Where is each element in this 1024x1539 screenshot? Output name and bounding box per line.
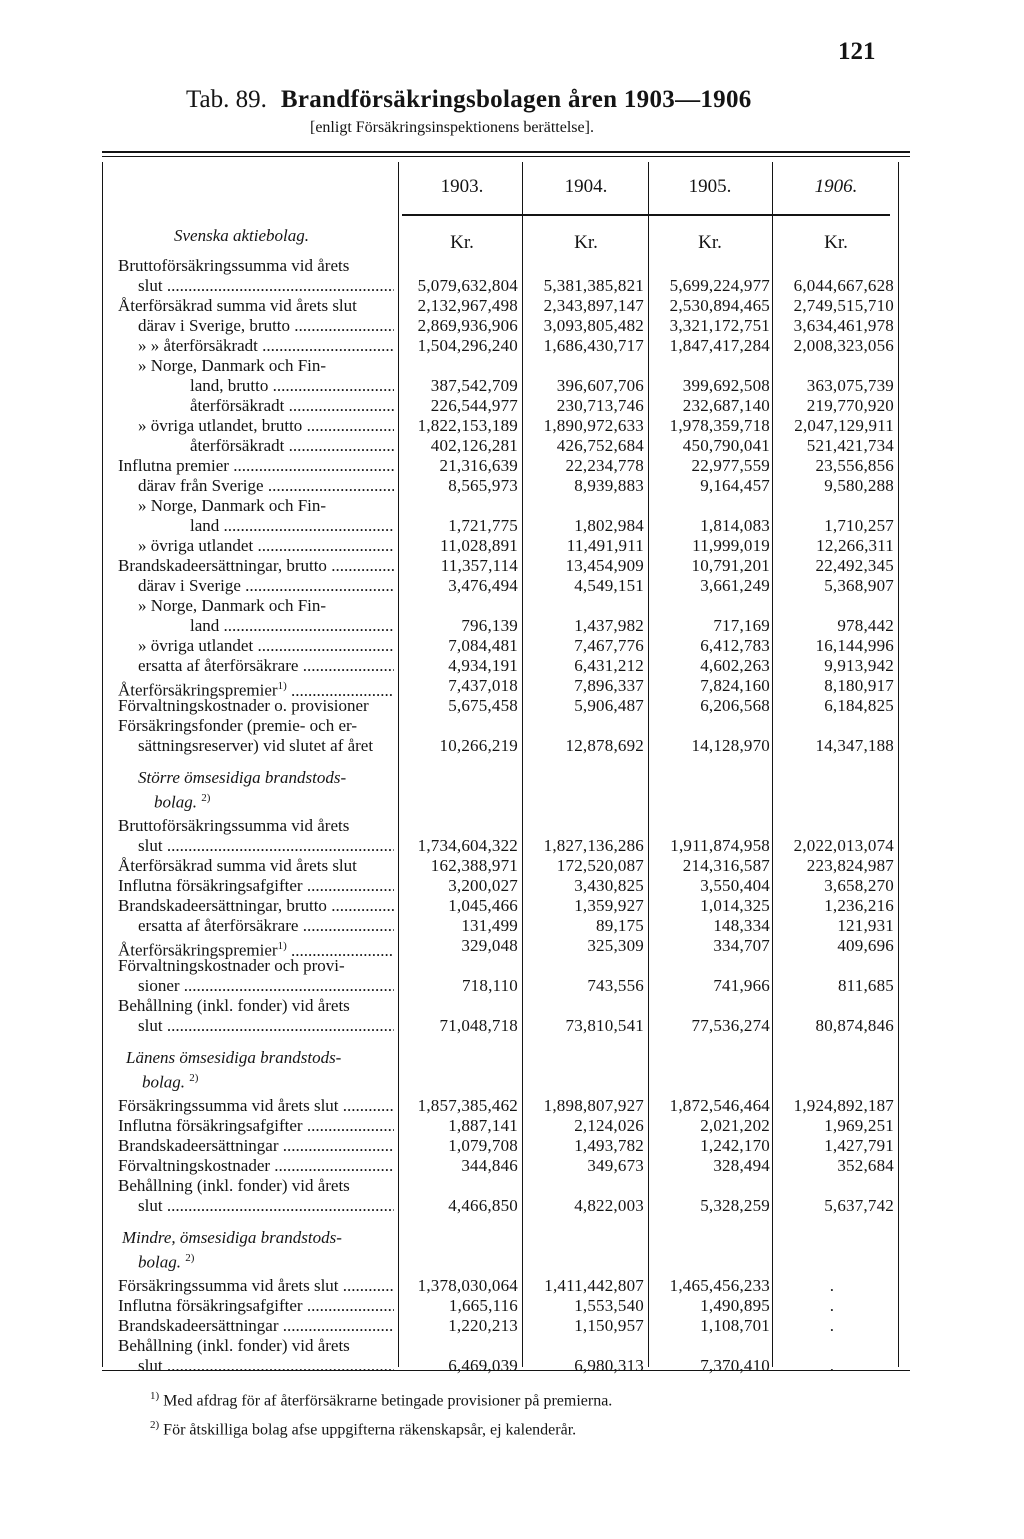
- row-label: [118, 1336, 394, 1356]
- table-cell: 6,980,313: [574, 1356, 644, 1375]
- row-label: [118, 696, 394, 716]
- row-label-text: Bruttoförsäkringssumma vid årets: [118, 816, 350, 835]
- table-cell: 6,431,212: [574, 656, 644, 675]
- table-cell: 1,242,170: [700, 1136, 770, 1155]
- row-label: [118, 1176, 394, 1196]
- table-cell: 226,544,977: [430, 396, 518, 415]
- table-cell: 1,857,385,462: [417, 1096, 518, 1115]
- table-cell: 3,658,270: [824, 876, 894, 895]
- table-cell: 2,530,894,465: [669, 296, 770, 315]
- table-cell: 1,665,116: [448, 1296, 518, 1315]
- footnote-text: Med afdrag för af återförsäkrarne betingade provisioner på premierna.: [163, 1392, 613, 1410]
- table-cell: 71,048,718: [439, 1016, 518, 1035]
- row-label-text: land: [190, 516, 220, 535]
- table-cell: 1,822,153,189: [417, 416, 518, 435]
- section-heading-line: Svenska aktiebolag.: [174, 226, 310, 245]
- row-label-text: Återförsäkrad summa vid årets slut: [118, 296, 357, 315]
- row-label: [118, 1116, 394, 1136]
- row-label: [138, 1196, 394, 1216]
- footnote-mark: 1): [277, 940, 287, 952]
- page-number: 121: [838, 38, 876, 65]
- row-label-text: Behållning (inkl. fonder) vid årets: [118, 1176, 350, 1195]
- page-subtitle: [enligt Försäkringsinspektionens berättelse].: [310, 119, 594, 136]
- table-cell: 5,675,458: [448, 696, 518, 715]
- footnote-mark: 1): [150, 1390, 160, 1402]
- table-cell: 1,359,927: [574, 896, 644, 915]
- table-cell: 223,824,987: [806, 856, 894, 875]
- row-label-text: slut: [138, 1356, 163, 1375]
- table-cell: 1,014,325: [700, 896, 770, 915]
- row-label: [138, 356, 394, 376]
- row-label: [138, 496, 394, 516]
- table-cell: 7,824,160: [700, 676, 770, 695]
- table-cell: 1,108,701: [700, 1316, 770, 1335]
- table-cell: 131,499: [461, 916, 518, 935]
- table-cell: 13,454,909: [565, 556, 644, 575]
- row-label-text: » övriga utlandet: [138, 536, 254, 555]
- table-cell: 12,878,692: [565, 736, 644, 755]
- table-cell: 5,637,742: [824, 1196, 894, 1215]
- footnotes: [150, 1384, 612, 1443]
- table-cell: 334,707: [713, 936, 770, 955]
- table-cell: 232,687,140: [682, 396, 770, 415]
- row-label-text: Brandskadeersättningar, brutto: [118, 896, 327, 915]
- table-cell: 11,357,114: [440, 556, 518, 575]
- row-label-text: därav i Sverige: [138, 576, 241, 595]
- top-rule-thick: [102, 151, 910, 153]
- row-label-text: » Norge, Danmark och Fin-: [138, 496, 327, 515]
- row-label-text: land: [190, 616, 220, 635]
- column-header-year: 1903.: [440, 176, 484, 197]
- row-label-text: Återförsäkringspremier: [118, 680, 278, 700]
- currency-unit: Kr.: [824, 232, 848, 253]
- row-label: [138, 476, 394, 496]
- table-cell: 2,008,323,056: [793, 336, 894, 355]
- row-label-text: Brandskadeersättningar: [118, 1136, 279, 1155]
- table-cell: 6,206,568: [700, 696, 770, 715]
- table-cell: 5,699,224,977: [669, 276, 770, 295]
- row-label: [118, 456, 394, 476]
- table-cell: 717,169: [713, 616, 770, 635]
- table-title: Brandförsäkringsbolagen åren 1903—1906: [280, 86, 752, 113]
- table-cell: 4,602,263: [700, 656, 770, 675]
- table-cell: 5,906,487: [574, 696, 644, 715]
- table-cell: 1,378,030,064: [417, 1276, 518, 1295]
- table-cell: 1,721,775: [448, 516, 518, 535]
- table-cell: 73,810,541: [565, 1016, 644, 1035]
- table-cell: 718,110: [461, 976, 518, 995]
- table-cell: 1,150,957: [574, 1316, 644, 1335]
- table-cell: 2,021,202: [700, 1116, 770, 1135]
- row-label-text: Återförsäkrad summa vid årets slut: [118, 856, 357, 875]
- row-label: [138, 736, 394, 756]
- footnote-mark: 2): [150, 1419, 160, 1432]
- row-label-text: återförsäkradt: [190, 436, 285, 455]
- row-label-text: Behållning (inkl. fonder) vid årets: [118, 1336, 350, 1355]
- table-cell: .: [829, 1296, 835, 1315]
- currency-unit: Kr.: [574, 232, 598, 253]
- table-cell: 6,184,825: [824, 696, 894, 715]
- table-cell: 5,079,632,804: [417, 276, 518, 295]
- table-cell: 6,412,783: [700, 636, 770, 655]
- row-label-text: slut: [138, 1016, 163, 1035]
- table-cell: 1,827,136,286: [543, 836, 644, 855]
- row-label-text: Återförsäkringspremier: [118, 940, 278, 960]
- row-label-text: ersatta af återförsäkrare: [138, 656, 299, 675]
- row-label-text: land, brutto: [190, 376, 269, 395]
- table-cell: 1,045,466: [448, 896, 518, 915]
- table-cell: 1,079,708: [448, 1136, 518, 1155]
- table-cell: 14,347,188: [815, 736, 894, 755]
- row-label-text: Förvaltningskostnader och provi-: [118, 956, 345, 975]
- table-cell: 7,084,481: [448, 636, 518, 655]
- row-label-text: » » återförsäkradt: [138, 336, 258, 355]
- row-label: [138, 336, 394, 356]
- table-cell: 1,924,892,187: [793, 1096, 894, 1115]
- row-label-text: ersatta af återförsäkrare: [138, 916, 299, 935]
- table-cell: 344,846: [461, 1156, 518, 1175]
- row-label-text: Försäkringssumma vid årets slut: [118, 1096, 339, 1115]
- row-label-text: » Norge, Danmark och Fin-: [138, 356, 327, 375]
- row-label-text: Försäkringssumma vid årets slut: [118, 1276, 339, 1295]
- row-label: [190, 376, 394, 396]
- table-cell: 1,898,807,927: [543, 1096, 644, 1115]
- table-cell: 396,607,706: [556, 376, 644, 395]
- table-cell: 3,550,404: [700, 876, 770, 895]
- row-label-text: Brandskadeersättningar: [118, 1316, 279, 1335]
- row-label-text: sioner: [138, 976, 180, 995]
- row-label: [138, 1016, 394, 1036]
- row-label: [118, 1296, 394, 1316]
- row-label-text: slut: [138, 276, 163, 295]
- table-cell: 10,791,201: [691, 556, 770, 575]
- table-cell: 1,411,442,807: [544, 1276, 644, 1295]
- table-cell: 3,430,825: [574, 876, 644, 895]
- column-header-year: 1904.: [564, 176, 608, 197]
- currency-unit: Kr.: [698, 232, 722, 253]
- table-cell: 12,266,311: [816, 536, 894, 555]
- row-label-text: » övriga utlandet: [138, 636, 254, 655]
- row-label: [118, 1096, 394, 1116]
- row-label-text: Influtna försäkringsafgifter: [118, 876, 303, 895]
- table-cell: 6,044,667,628: [793, 276, 894, 295]
- table-cell: 3,634,461,978: [793, 316, 894, 335]
- table-cell: 148,334: [713, 916, 770, 935]
- table-cell: 8,565,973: [448, 476, 518, 495]
- table-cell: 329,048: [461, 936, 518, 955]
- table-cell: 77,536,274: [691, 1016, 770, 1035]
- section-heading-text: bolag.: [154, 792, 197, 812]
- table-cell: 2,749,515,710: [793, 296, 894, 315]
- row-label: [190, 396, 394, 416]
- table-cell: 521,421,734: [806, 436, 894, 455]
- footnote-mark: 2): [189, 1072, 199, 1084]
- table-cell: 325,309: [587, 936, 644, 955]
- row-label: [118, 896, 394, 916]
- row-label: [138, 536, 394, 556]
- table-cell: 2,132,967,498: [417, 296, 518, 315]
- table-cell: 3,661,249: [700, 576, 770, 595]
- column-separator: [772, 162, 773, 1367]
- column-separator: [648, 162, 649, 1367]
- row-label: [118, 876, 394, 896]
- section-heading: [126, 1048, 341, 1093]
- row-label: [190, 616, 394, 636]
- row-label: [138, 976, 394, 996]
- row-label: [190, 516, 394, 536]
- table-cell: 121,931: [837, 916, 894, 935]
- section-heading-text: bolag.: [138, 1252, 181, 1272]
- table-cell: .: [829, 1316, 835, 1335]
- table-cell: 4,822,003: [574, 1196, 644, 1215]
- table-cell: 1,969,251: [824, 1116, 894, 1135]
- row-label: [138, 656, 394, 676]
- table-cell: 349,673: [587, 1156, 644, 1175]
- table-cell: 1,734,604,322: [417, 836, 518, 855]
- table-cell: 5,328,259: [700, 1196, 770, 1215]
- table-cell: 7,370,410: [700, 1356, 770, 1375]
- section-heading-line: [126, 1068, 341, 1093]
- table-cell: 4,466,850: [448, 1196, 518, 1215]
- table-cell: 2,869,936,906: [417, 316, 518, 335]
- table-cell: 409,696: [837, 936, 894, 955]
- row-label: [118, 1136, 394, 1156]
- column-separator: [398, 162, 399, 1367]
- column-separator: [522, 162, 523, 1367]
- section-heading: [174, 226, 309, 246]
- row-label-text: Behållning (inkl. fonder) vid årets: [118, 996, 350, 1015]
- row-label-text: slut: [138, 836, 163, 855]
- table-cell: 1,437,982: [574, 616, 644, 635]
- table-cell: 7,437,018: [448, 676, 518, 695]
- footnote-mark: 1): [277, 680, 287, 692]
- table-cell: 2,343,897,147: [543, 296, 644, 315]
- table-left-border: [102, 162, 103, 1367]
- column-header-year: 1905.: [688, 176, 732, 197]
- table-cell: 10,266,219: [439, 736, 518, 755]
- table-cell: 11,491,911: [566, 536, 644, 555]
- footnote-mark: 2): [185, 1252, 195, 1264]
- table-cell: 1,493,782: [574, 1136, 644, 1155]
- row-label: [118, 256, 394, 276]
- table-cell: 1,220,213: [448, 1316, 518, 1335]
- table-cell: 2,022,013,074: [793, 836, 894, 855]
- header-rule: [402, 214, 890, 216]
- table-cell: 3,476,494: [448, 576, 518, 595]
- table-cell: 11,028,891: [440, 536, 518, 555]
- row-label-text: Influtna försäkringsafgifter: [118, 1296, 303, 1315]
- row-label: [118, 856, 394, 876]
- table-cell: 1,465,456,233: [669, 1276, 770, 1295]
- row-label: [138, 316, 394, 336]
- row-label-text: Brandskadeersättningar, brutto: [118, 556, 327, 575]
- table-cell: .: [829, 1276, 835, 1295]
- table-cell: 9,164,457: [700, 476, 770, 495]
- table-cell: 22,234,778: [565, 456, 644, 475]
- table-cell: 1,887,141: [448, 1116, 518, 1135]
- footnote: [150, 1413, 612, 1442]
- section-heading-line: [122, 1248, 342, 1273]
- table-cell: 3,093,805,482: [543, 316, 644, 335]
- table-cell: 1,553,540: [574, 1296, 644, 1315]
- table-cell: 796,139: [461, 616, 518, 635]
- footnote-mark: 2): [201, 792, 211, 804]
- row-label: [138, 916, 394, 936]
- section-heading: [138, 768, 346, 813]
- page-title: [186, 86, 752, 114]
- table-cell: 1,710,257: [824, 516, 894, 535]
- table-cell: 1,911,874,958: [670, 836, 770, 855]
- section-heading-line: Länens ömsesidiga brandstods-: [126, 1048, 342, 1067]
- table-cell: 978,442: [837, 616, 894, 635]
- table-cell: 363,075,739: [806, 376, 894, 395]
- footnote-text: För åtskilliga bolag afse uppgifterna räkenskapsår, ej kalenderår.: [163, 1421, 577, 1439]
- table-cell: 2,047,129,911: [794, 416, 894, 435]
- table-cell: 80,874,846: [815, 1016, 894, 1035]
- table-cell: 89,175: [596, 916, 644, 935]
- table-cell: 1,490,895: [700, 1296, 770, 1315]
- top-rule-thin: [102, 156, 910, 157]
- row-label: [138, 836, 394, 856]
- table-cell: 3,200,027: [448, 876, 518, 895]
- table-cell: 22,977,559: [691, 456, 770, 475]
- row-label: [138, 636, 394, 656]
- column-header-year: 1906.: [814, 176, 858, 197]
- table-cell: 352,684: [837, 1156, 894, 1175]
- section-heading-text: bolag.: [142, 1072, 185, 1092]
- table-cell: 21,316,639: [439, 456, 518, 475]
- row-label-text: Förvaltningskostnader: [118, 1156, 271, 1175]
- table-cell: 387,542,709: [430, 376, 518, 395]
- table-cell: 399,692,508: [682, 376, 770, 395]
- row-label: [138, 276, 394, 296]
- table-cell: 23,556,856: [815, 456, 894, 475]
- section-heading-line: Större ömsesidiga brandstods-: [138, 768, 347, 787]
- table-cell: 5,381,385,821: [543, 276, 644, 295]
- row-label: [118, 956, 394, 976]
- row-label: [138, 596, 394, 616]
- table-cell: 219,770,920: [806, 396, 894, 415]
- currency-unit: Kr.: [450, 232, 474, 253]
- table-cell: 5,368,907: [824, 576, 894, 595]
- table-cell: 1,236,216: [824, 896, 894, 915]
- table-cell: 11,999,019: [692, 536, 770, 555]
- table-number: Tab. 89.: [186, 86, 267, 113]
- row-label: [118, 1156, 394, 1176]
- row-label: [118, 716, 394, 736]
- row-label-text: därav från Sverige: [138, 476, 264, 495]
- table-cell: 743,556: [587, 976, 644, 995]
- row-label-text: Influtna premier: [118, 456, 229, 475]
- table-cell: .: [829, 1356, 835, 1375]
- table-cell: 16,144,996: [815, 636, 894, 655]
- row-label-text: » Norge, Danmark och Fin-: [138, 596, 327, 615]
- table-cell: 811,685: [837, 976, 894, 995]
- table-cell: 8,939,883: [574, 476, 644, 495]
- table-cell: 8,180,917: [824, 676, 894, 695]
- table-cell: 9,913,942: [824, 656, 894, 675]
- row-label: [138, 1356, 394, 1376]
- row-label: [118, 1316, 394, 1336]
- table-cell: 7,896,337: [574, 676, 644, 695]
- row-label-text: Influtna försäkringsafgifter: [118, 1116, 303, 1135]
- table-cell: 1,847,417,284: [669, 336, 770, 355]
- table-cell: 1,890,972,633: [543, 416, 644, 435]
- section-heading: [122, 1228, 342, 1273]
- row-label: [190, 436, 394, 456]
- table-cell: 14,128,970: [691, 736, 770, 755]
- row-label: [138, 416, 394, 436]
- table-cell: 214,316,587: [682, 856, 770, 875]
- table-cell: 162,388,971: [430, 856, 518, 875]
- table-cell: 230,713,746: [556, 396, 644, 415]
- row-label: [118, 996, 394, 1016]
- table-cell: 3,321,172,751: [669, 316, 770, 335]
- row-label: [118, 1276, 394, 1296]
- row-label-text: Försäkringsfonder (premie- och er-: [118, 716, 357, 735]
- footnote: [150, 1384, 612, 1413]
- table-cell: 1,427,791: [824, 1136, 894, 1155]
- table-cell: 4,549,151: [574, 576, 644, 595]
- table-cell: 1,872,546,464: [669, 1096, 770, 1115]
- row-label-text: slut: [138, 1196, 163, 1215]
- table-cell: 1,504,296,240: [417, 336, 518, 355]
- table-cell: 450,790,041: [682, 436, 770, 455]
- table-cell: 402,126,281: [430, 436, 518, 455]
- table-cell: 4,934,191: [448, 656, 518, 675]
- row-label: [118, 816, 394, 836]
- table-cell: 1,978,359,718: [669, 416, 770, 435]
- row-label-text: Bruttoförsäkringssumma vid årets: [118, 256, 350, 275]
- row-label-text: därav i Sverige, brutto: [138, 316, 291, 335]
- table-cell: 6,469,039: [448, 1356, 518, 1375]
- table-cell: 741,966: [713, 976, 770, 995]
- table-cell: 172,520,087: [556, 856, 644, 875]
- row-label-text: sättningsreserver) vid slutet af året: [138, 736, 374, 755]
- table-cell: 426,752,684: [556, 436, 644, 455]
- row-label-text: Förvaltningskostnader o. provisioner: [118, 696, 369, 715]
- section-heading-line: [138, 788, 346, 813]
- row-label-text: » övriga utlandet, brutto: [138, 416, 303, 435]
- section-heading-line: Mindre, ömsesidiga brandstods-: [122, 1228, 342, 1247]
- row-label-text: återförsäkradt: [190, 396, 285, 415]
- table-cell: 1,686,430,717: [543, 336, 644, 355]
- table-cell: 2,124,026: [574, 1116, 644, 1135]
- table-cell: 1,814,083: [700, 516, 770, 535]
- table-cell: 328,494: [713, 1156, 770, 1175]
- row-label: [138, 576, 394, 596]
- table-right-border: [898, 162, 899, 1367]
- row-label: [118, 296, 394, 316]
- table-cell: 9,580,288: [824, 476, 894, 495]
- table-cell: 7,467,776: [574, 636, 644, 655]
- table-cell: 1,802,984: [574, 516, 644, 535]
- table-cell: 22,492,345: [815, 556, 894, 575]
- row-label: [118, 556, 394, 576]
